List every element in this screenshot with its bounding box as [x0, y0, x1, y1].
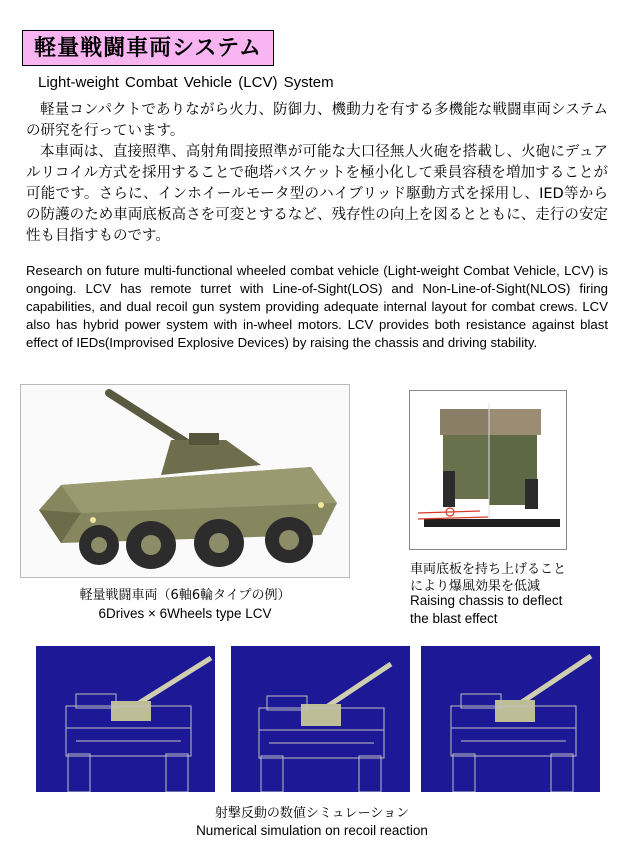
- page-title: 軽量戦闘車両システム: [34, 36, 262, 61]
- simulation-panel-1: [36, 646, 215, 792]
- title-box: [22, 30, 274, 66]
- chassis-caption-jp-2: により爆風効果を低減: [410, 579, 541, 594]
- simulation-panel-3: [421, 646, 600, 792]
- en-paragraph: Research on future multi-functional wheeled combat vehicle (Light-weight Combat Vehicle, LCV) is ongoing. LCV has remote turret with Line-of-Sight(LOS) and Non-Line-of-Sight(NLOS) firing capabilities, and dual recoil gun system providing adequate internal layout for combat crews. LCV also has hybrid power system with in-wheel motors. LCV provides both resistance against blast effect of IEDs(Improvised Explosive Devices) by raising the chassis and driving stability.: [26, 263, 608, 350]
- chassis-comparison-image: [409, 390, 567, 550]
- chassis-caption-en-2: the blast effect: [410, 611, 498, 626]
- simulation-caption-jp: 射撃反動の数値シミュレーション: [214, 806, 410, 821]
- simulation-panel-2: [231, 646, 410, 792]
- simulation-caption-en: Numerical simulation on recoil reaction: [196, 823, 428, 838]
- chassis-caption-en-1: Raising chassis to deflect: [410, 593, 563, 608]
- chassis-caption-jp-1: 車両底板を持ち上げること: [410, 562, 567, 577]
- page-subtitle: Light-weight Combat Vehicle (LCV) System: [38, 74, 334, 91]
- jp-paragraph-1: 軽量コンパクトでありながら火力、防御力、機動力を有する多機能な戦闘車両システムの研究を行っています。: [26, 102, 608, 139]
- vehicle-caption-jp: 軽量戦闘車両（6軸6輪タイプの例）: [79, 588, 291, 603]
- vehicle-image: [20, 384, 350, 578]
- vehicle-caption-en: 6Drives × 6Wheels type LCV: [98, 606, 272, 621]
- jp-paragraph-2: 本車両は、直接照準、高射角間接照準が可能な大口径無人火砲を搭載し、火砲にデュアルリコイル方式を採用することで砲塔バスケットを極小化して乗員容積を増加することが可能です。さらに、インホイールモータ型のハイブリッド駆動方式を採用し、IED等からの防護のため車両底板高さを可変とするなど、残存性の向上を図るとともに、走行の安定性も目指すものです。: [26, 144, 608, 244]
